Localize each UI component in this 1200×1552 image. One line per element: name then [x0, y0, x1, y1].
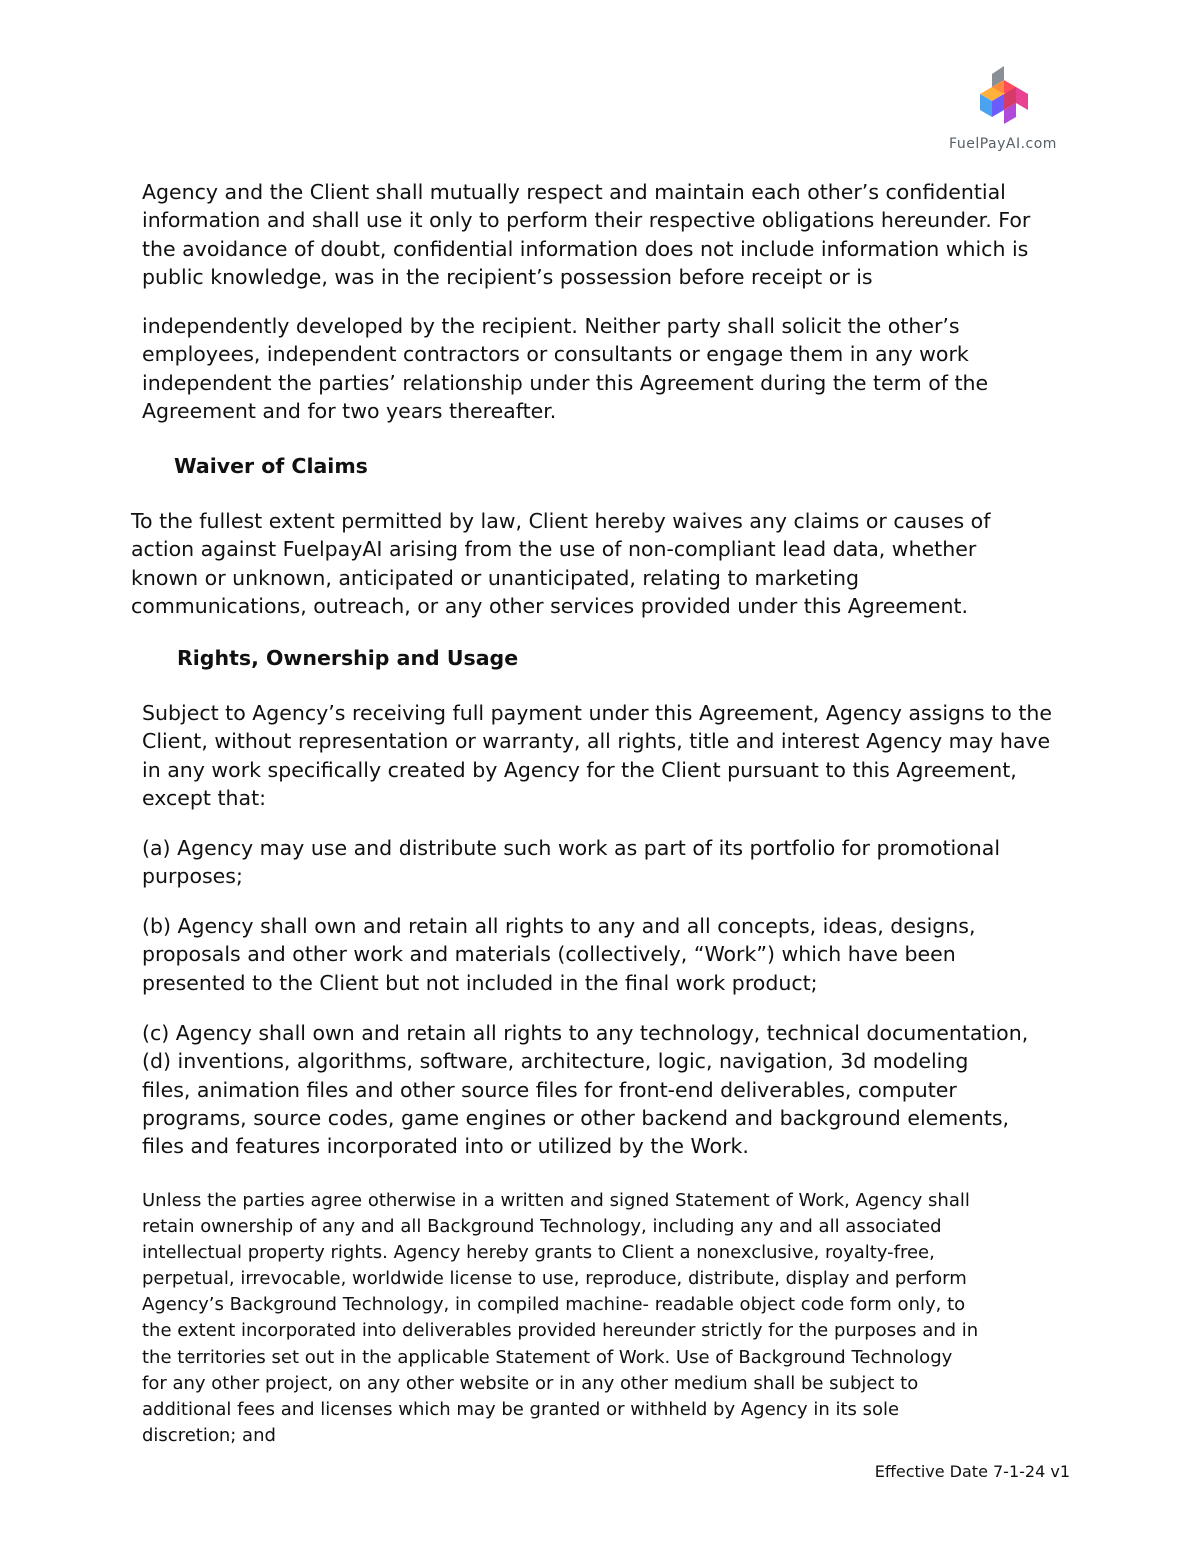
paragraph-clause-c-d: (c) Agency shall own and retain all rights to any technology, technical documentation, (d) inventions, algorithms, software, architecture, logic, navigation, 3d modeling files, animation files and other source files for front-end deliverables, computer programs, source codes, game engines or other backend and background elements, files and features incorporated into or utilized by the Work.	[142, 1021, 1029, 1159]
paragraph-confidentiality: Agency and the Client shall mutually respect and maintain each other’s confidential information and shall use it only to perform their respective obligations hereunder. For the avoidance of doubt, confidential information does not include information which is public knowledge, was in the recipient’s possession before receipt or is	[142, 180, 1031, 289]
logo-text: FuelPayAI.com	[949, 136, 1057, 152]
paragraph-background-technology: Unless the parties agree otherwise in a written and signed Statement of Work, Agency shall retain ownership of any and all Background Technology, including any and all associated intellectual property rights. Agency hereby grants to Client a nonexclusive, royalty-free, perpetual, irrevocable, worldwide license to use, reproduce, distribute, display and perform Agency’s Background Technology, in compiled machine- readable object code form only, to the extent incorporated into deliverables provided hereunder strictly for the purposes and in the territories set out in the applicable Statement of Work. Use of Background Technology for any other project, on any other website or in any other medium shall be subject to additional fees and licenses which may be granted or withheld by Agency in its sole discretion; and	[142, 1190, 979, 1446]
paragraph-clause-b: (b) Agency shall own and retain all rights to any and all concepts, ideas, designs, proposals and other work and materials (collectively, “Work”) which have been presented to the Client but not included in the final work product;	[142, 914, 976, 995]
heading-waiver-of-claims: Waiver of Claims	[174, 454, 368, 478]
heading-rights-ownership: Rights, Ownership and Usage	[177, 646, 519, 670]
cube-logo-icon	[978, 66, 1030, 132]
paragraph-waiver: To the fullest extent permitted by law, Client hereby waives any claims or causes of action against FuelpayAI arising from the use of non-compliant lead data, whether known or unknown, anticipated or unanticipated, relating to marketing communications, outreach, or any other services provided under this Agreement.	[131, 509, 991, 618]
footer-effective-date: Effective Date 7-1-24 v1	[874, 1462, 1070, 1481]
paragraph-clause-a: (a) Agency may use and distribute such work as part of its portfolio for promotional purposes;	[142, 836, 1001, 889]
paragraph-assignment: Subject to Agency’s receiving full payment under this Agreement, Agency assigns to the Client, without representation or warranty, all rights, title and interest Agency may have in any work specifically created by Agency for the Client pursuant to this Agreement, except that:	[142, 701, 1052, 810]
fuelpayai-logo	[938, 66, 1068, 158]
paragraph-non-solicitation: independently developed by the recipient. Neither party shall solicit the other’s employees, independent contractors or consultants or engage them in any work independent the parties’ relationship under this Agreement during the term of the Agreement and for two years thereafter.	[142, 314, 989, 423]
